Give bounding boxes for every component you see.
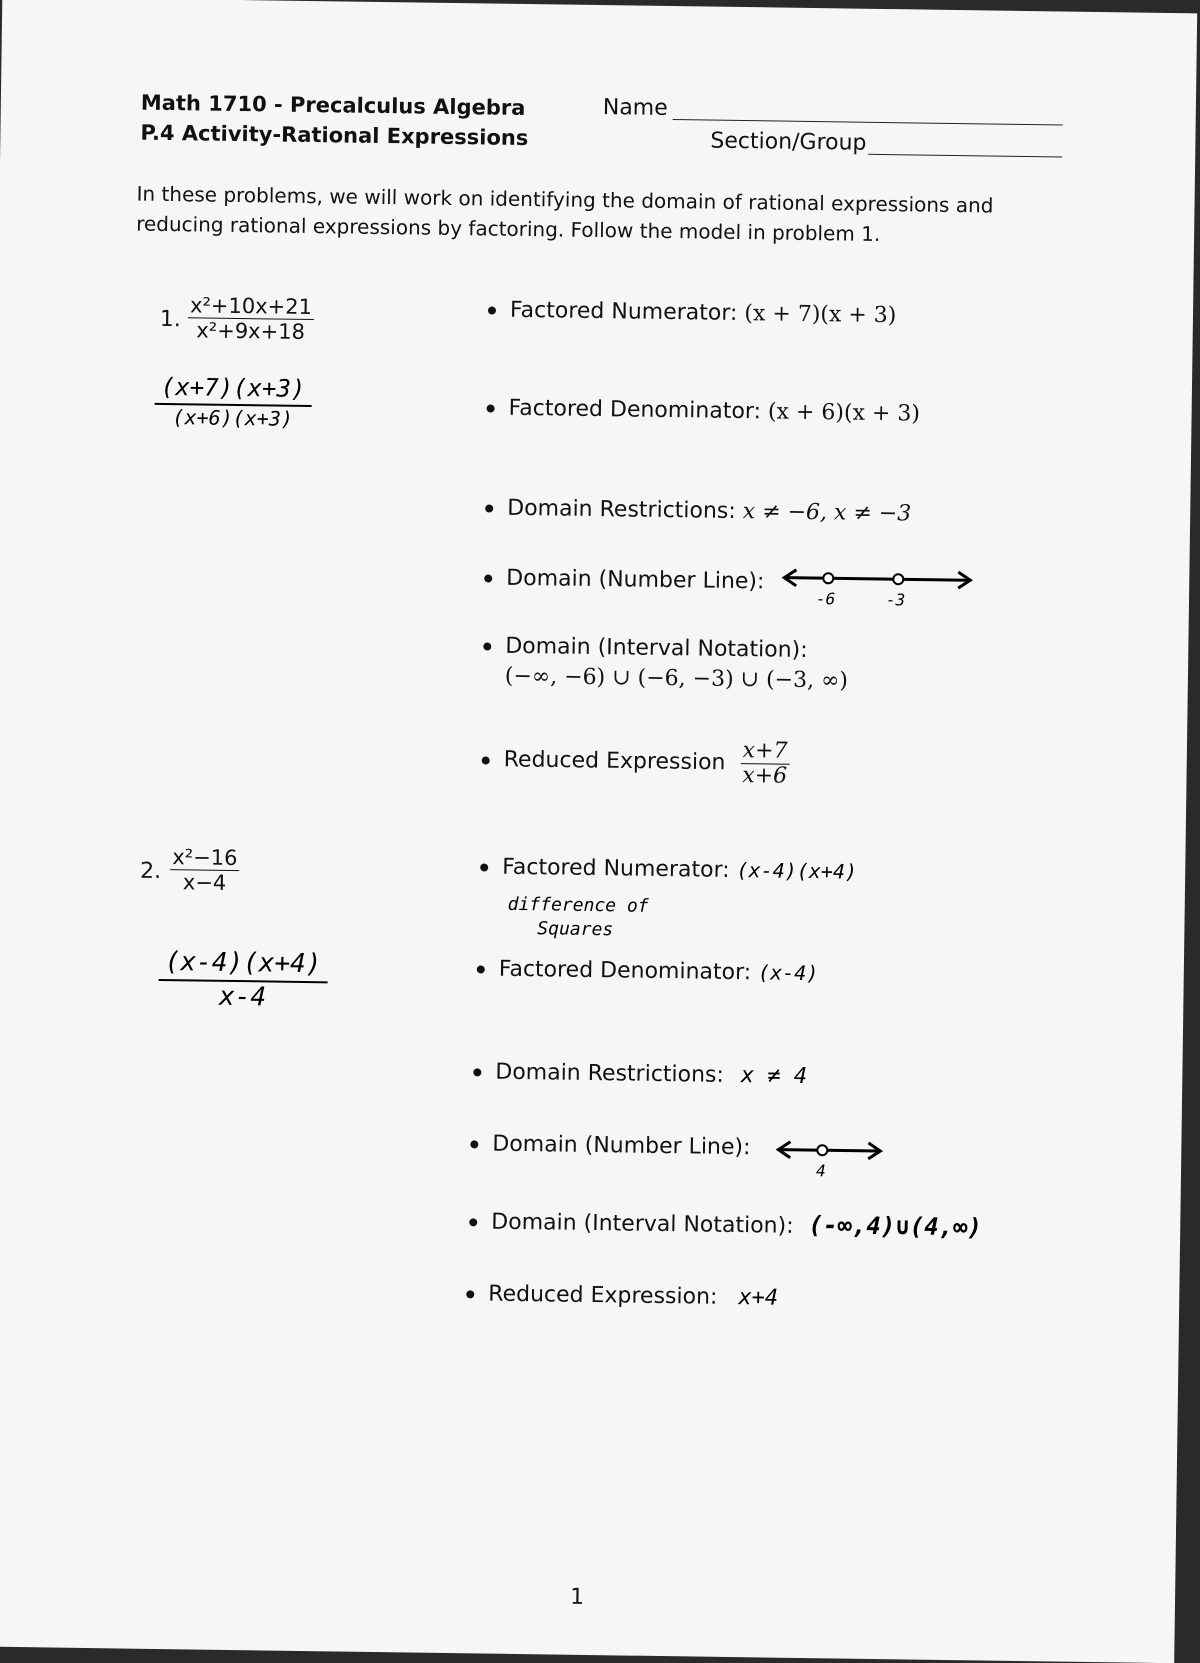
problem-2-expression	[170, 845, 240, 895]
p1-number-line-sketch	[780, 564, 981, 611]
course-title: Math 1710 - Precalculus Algebra	[140, 90, 526, 120]
p2-factored-denominator: Factored Denominator: (x-4)	[477, 953, 819, 989]
p1-factored-denominator-value: (x + 6)(x + 3)	[767, 399, 921, 427]
p1-domain-restrictions: Domain Restrictions: x ≠ −6, x ≠ −3	[485, 493, 911, 529]
bullet-icon	[469, 1218, 477, 1226]
p1-tick-neg6: -6	[815, 589, 836, 609]
bullet-icon	[485, 504, 493, 512]
section-label: Section/Group	[710, 128, 867, 156]
p2-factored-numerator-value: (x-4)(x+4)	[736, 858, 858, 884]
p1-domain-number-line: Domain (Number Line):	[484, 563, 765, 597]
problem-1-expression	[188, 293, 315, 344]
p2-factored-numerator: Factored Numerator: (x-4)(x+4)	[480, 851, 857, 887]
p1-reduced-expression: Reduced Expression $\frac{x+7}{x+6}$	[481, 735, 789, 788]
bullet-icon	[484, 574, 492, 582]
p2-domain-interval: Domain (Interval Notation): (-∞,4)∪(4,∞)	[469, 1205, 982, 1244]
problem-2-hand-numerator: (x-4)(x+4)	[159, 947, 328, 983]
problem-1-handwork	[154, 373, 311, 431]
problem-2-handwork	[158, 947, 327, 1013]
bullet-icon	[466, 1290, 474, 1298]
bullet-icon	[480, 863, 488, 871]
bullet-icon	[488, 306, 496, 314]
problem-1-denominator: x²+9x+18	[196, 318, 306, 344]
p1-factored-numerator-value: (x + 7)(x + 3)	[744, 301, 897, 329]
problem-1-number: 1.	[159, 306, 182, 333]
p1-domain-interval: Domain (Interval Notation):	[483, 631, 808, 666]
problem-1-hand-numerator: (x+7)(x+3)	[155, 373, 312, 407]
p1-factored-numerator: Factored Numerator: (x + 7)(x + 3)	[488, 295, 897, 331]
bullet-icon	[473, 1068, 481, 1076]
p2-factored-denominator-value: (x-4)	[757, 960, 819, 986]
bullet-icon	[483, 642, 491, 650]
bullet-icon	[470, 1140, 478, 1148]
problem-2-numerator: x²−16	[170, 845, 240, 871]
p2-reduced-expression: Reduced Expression: x+4	[466, 1279, 778, 1313]
p1-restrictions-value: x ≠ −6, x ≠ −3	[742, 499, 912, 527]
bullet-icon	[482, 756, 490, 764]
problem-2-denominator: x−4	[182, 870, 227, 895]
problem-1-numerator: x²+10x+21	[188, 293, 314, 320]
name-label: Name	[602, 95, 668, 121]
problem-1-hand-denominator: (x+6)(x+3)	[172, 405, 294, 431]
bullet-icon	[477, 965, 485, 973]
p1-factored-denominator: Factored Denominator: (x + 6)(x + 3)	[486, 393, 920, 429]
intro-text: In these problems, we will work on identifying the domain of rational expressions and reducing rational expressions by factoring. Follow the model in problem 1.	[136, 181, 994, 246]
p1-tick-neg3: -3	[885, 590, 906, 610]
p2-tick-4: 4	[815, 1161, 826, 1181]
section-line[interactable]	[868, 153, 1062, 158]
bullet-icon	[487, 404, 495, 412]
problem-2-number: 2.	[139, 858, 162, 884]
p1-reduced-den: x+6	[742, 763, 788, 789]
p2-domain-number-line: Domain (Number Line):	[470, 1129, 751, 1163]
p2-reduced-value: x+4	[738, 1285, 779, 1311]
p2-note-line2: Squares	[537, 918, 614, 941]
p2-number-line-sketch	[774, 1136, 885, 1182]
problem-2-hand-denominator: x-4	[218, 981, 267, 1013]
p1-interval-value: (−∞, −6) ∪ (−6, −3) ∪ (−3, ∞)	[504, 663, 849, 694]
name-line[interactable]	[673, 118, 1063, 125]
page-number: 1	[569, 1584, 585, 1610]
p2-note-line1: difference of	[507, 893, 649, 917]
p1-reduced-num: x+7	[740, 739, 789, 765]
p2-interval-value: (-∞,4)∪(4,∞)	[808, 1211, 983, 1242]
p2-restrictions-value: x ≠ 4	[740, 1063, 808, 1090]
p2-domain-restrictions: Domain Restrictions: x ≠ 4	[473, 1057, 807, 1092]
activity-title: P.4 Activity-Rational Expressions	[140, 120, 529, 151]
